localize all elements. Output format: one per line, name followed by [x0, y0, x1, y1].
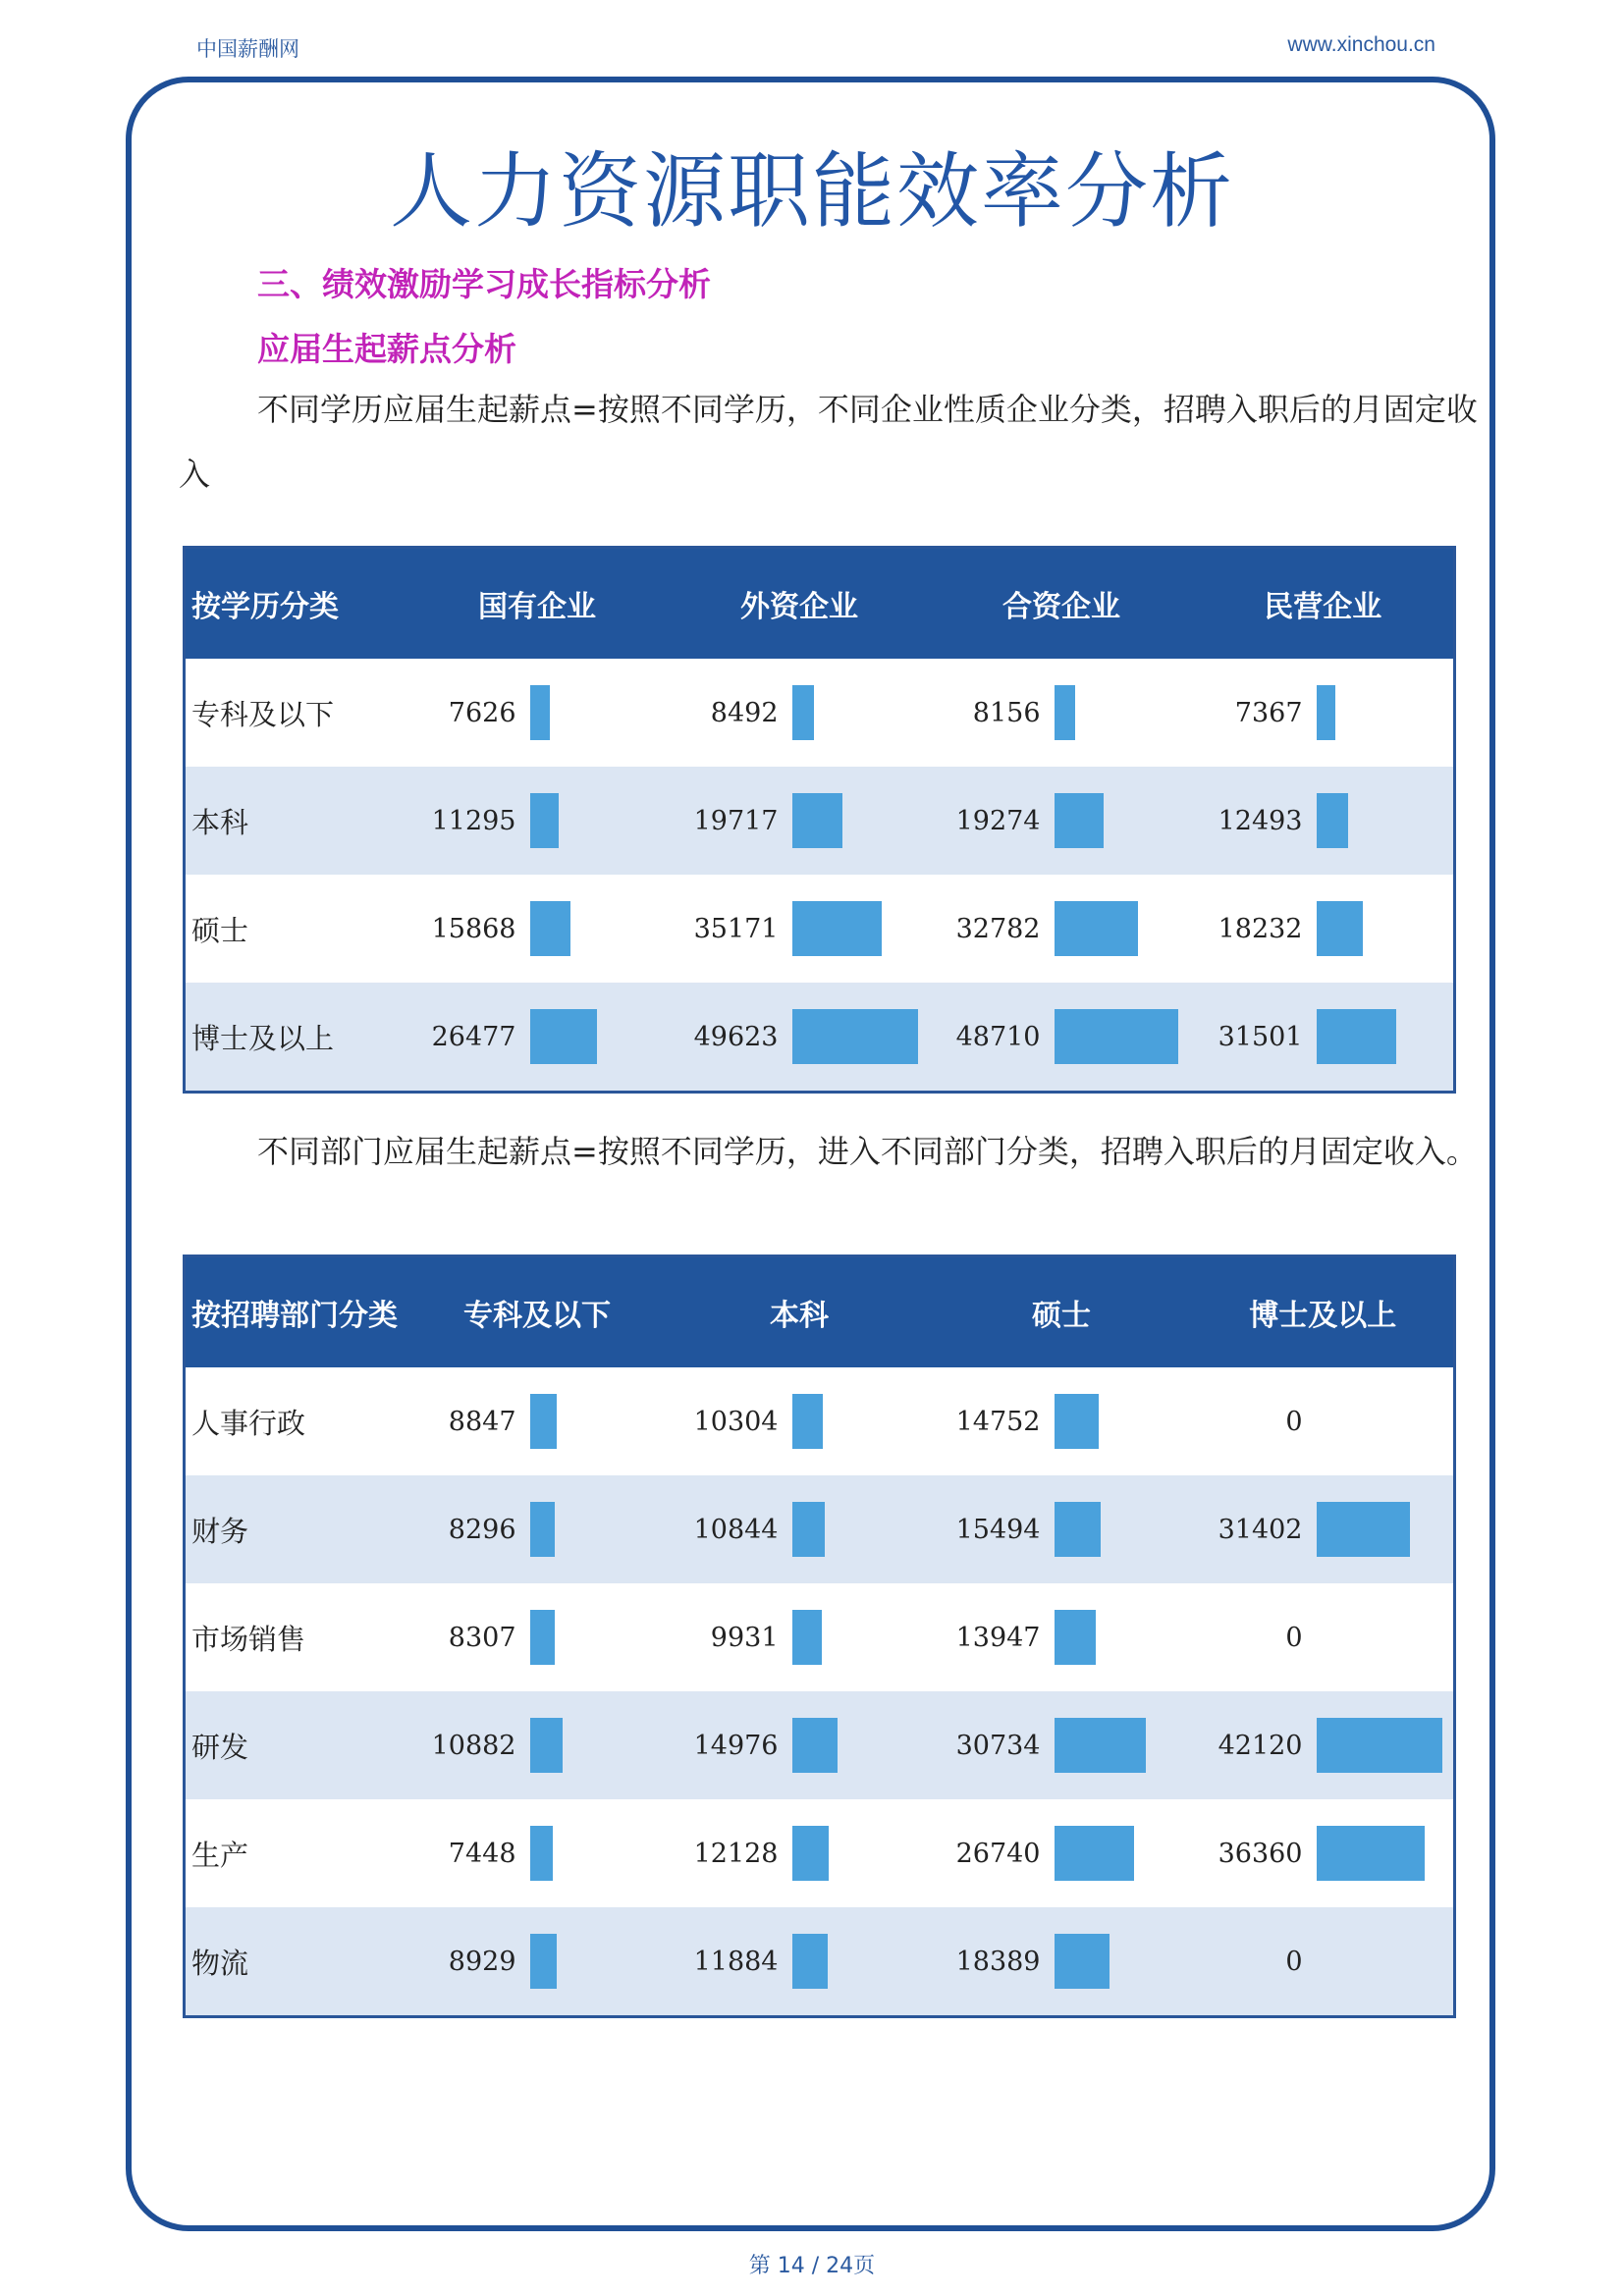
data-bar-track [530, 1718, 669, 1773]
value-cell [1193, 1907, 1455, 2017]
cell-value: 31501 [1218, 1021, 1303, 1052]
data-bar-track [792, 1826, 931, 1881]
value-cell [1193, 659, 1455, 767]
data-bar-track [530, 1502, 669, 1557]
data-bar-track [530, 901, 669, 956]
data-bar [792, 1934, 828, 1989]
data-bar [1317, 793, 1348, 848]
cell-value: 15868 [431, 913, 516, 944]
data-bar [530, 1009, 597, 1064]
column-header: 硕士 [931, 1256, 1193, 1368]
data-bar [792, 901, 882, 956]
cell-value: 0 [1285, 1622, 1303, 1653]
cell-value: 0 [1285, 1946, 1303, 1977]
page-number: 第 14 / 24页 [748, 2254, 876, 2278]
value-cell [406, 659, 669, 767]
value-cell [931, 659, 1193, 767]
data-bar-track [1055, 901, 1193, 956]
value-cell [931, 1367, 1193, 1475]
value-cell [1193, 767, 1455, 875]
table-row [185, 1367, 1455, 1475]
column-header: 按学历分类 [185, 548, 406, 660]
data-bar [792, 1394, 823, 1449]
value-cell [406, 1475, 669, 1583]
value-cell [1193, 875, 1455, 983]
column-header: 外资企业 [669, 548, 931, 660]
table-row [185, 1475, 1455, 1583]
data-bar-track [1055, 1934, 1193, 1989]
table-row [185, 1799, 1455, 1907]
value-cell [931, 875, 1193, 983]
data-bar-track [792, 1502, 931, 1557]
department-salary-table [183, 1255, 1456, 2018]
data-bar-track [792, 901, 931, 956]
page-title: 人力资源职能效率分析 [389, 143, 1234, 240]
data-bar-track [792, 1718, 931, 1773]
row-label: 人事行政 [191, 1406, 306, 1440]
value-cell [931, 1691, 1193, 1799]
row-label: 博士及以上 [185, 983, 406, 1093]
data-bar-track [792, 1610, 931, 1665]
data-bar-track [1055, 1718, 1193, 1773]
value-cell [406, 767, 669, 875]
data-bar-track [792, 1394, 931, 1449]
column-header: 专科及以下 [406, 1256, 669, 1368]
data-bar-track [792, 1934, 931, 1989]
cell-value: 8847 [448, 1406, 516, 1437]
data-bar-track [1055, 1826, 1193, 1881]
value-cell [931, 1907, 1193, 2017]
data-bar-track [1317, 1610, 1454, 1665]
data-bar-track [1317, 1826, 1454, 1881]
value-cell [669, 659, 931, 767]
cell-value: 35171 [693, 913, 779, 944]
cell-value: 19274 [955, 805, 1041, 836]
data-bar-track [1317, 901, 1454, 956]
data-bar [1317, 1502, 1410, 1557]
data-bar [792, 685, 814, 740]
data-bar-track [1317, 1718, 1454, 1773]
data-bar [1055, 901, 1138, 956]
data-bar-track [1317, 685, 1454, 740]
cell-value: 10882 [431, 1730, 516, 1761]
cell-value: 14752 [955, 1406, 1041, 1437]
value-cell [406, 1367, 669, 1475]
data-bar-track [792, 1009, 931, 1064]
data-bar [1055, 793, 1104, 848]
column-header: 民营企业 [1193, 548, 1455, 660]
cell-value: 30734 [955, 1730, 1041, 1761]
cell-value: 10304 [693, 1406, 779, 1437]
data-bar-track [1317, 1009, 1454, 1064]
value-cell [1193, 1799, 1455, 1907]
cell-value: 15494 [955, 1514, 1041, 1545]
data-bar [1055, 1934, 1110, 1989]
data-bar [1317, 1826, 1425, 1881]
data-bar [530, 685, 550, 740]
cell-value: 12128 [693, 1838, 779, 1869]
data-bar-track [1055, 793, 1193, 848]
data-bar [792, 1502, 825, 1557]
table-row [185, 1907, 1455, 2017]
table-row [185, 767, 1455, 875]
cell-value: 8492 [710, 697, 779, 728]
value-cell [406, 983, 669, 1093]
cell-value: 42120 [1218, 1730, 1303, 1761]
cell-value: 18232 [1218, 913, 1303, 944]
value-cell [406, 1799, 669, 1907]
data-bar [1055, 1394, 1099, 1449]
cell-value: 13947 [955, 1622, 1041, 1653]
value-cell [931, 1475, 1193, 1583]
value-cell [669, 1367, 931, 1475]
value-cell [669, 983, 931, 1093]
data-bar-track [530, 793, 669, 848]
data-bar-track [1055, 1610, 1193, 1665]
data-bar [530, 901, 570, 956]
data-bar-track [1055, 1009, 1193, 1064]
column-header: 博士及以上 [1193, 1256, 1455, 1368]
data-bar-track [1317, 1934, 1454, 1989]
value-cell [669, 767, 931, 875]
cell-value: 7367 [1234, 697, 1303, 728]
data-bar [530, 1610, 555, 1665]
education-salary-table [183, 546, 1456, 1094]
site-url[interactable]: www.xinchou.cn [1287, 33, 1435, 56]
site-name: 中国薪酬网 [196, 37, 299, 61]
data-bar-track [1055, 1394, 1193, 1449]
data-bar [530, 793, 559, 848]
row-label: 研发 [185, 1691, 406, 1799]
data-bar [530, 1826, 553, 1881]
table-row [185, 983, 1455, 1093]
cell-value: 10844 [693, 1514, 779, 1545]
data-bar-track [1055, 685, 1193, 740]
data-bar [792, 1718, 838, 1773]
value-cell [406, 1583, 669, 1691]
cell-value: 7448 [448, 1838, 516, 1869]
value-cell [931, 1583, 1193, 1691]
cell-value: 7626 [448, 697, 516, 728]
data-bar [792, 793, 842, 848]
data-bar [1317, 1718, 1442, 1773]
cell-value: 8296 [448, 1514, 516, 1545]
cell-value: 32782 [955, 913, 1041, 944]
value-cell [931, 983, 1193, 1093]
data-bar [530, 1934, 557, 1989]
table-header-row [185, 1256, 1455, 1368]
data-bar [1055, 1009, 1178, 1064]
cell-value: 12493 [1218, 805, 1303, 836]
data-bar-track [792, 685, 931, 740]
cell-value: 49623 [693, 1021, 779, 1052]
cell-value: 8156 [972, 697, 1041, 728]
data-bar [530, 1718, 563, 1773]
cell-value: 26477 [431, 1021, 516, 1052]
value-cell [1193, 1691, 1455, 1799]
value-cell [931, 767, 1193, 875]
cell-value: 8929 [448, 1946, 516, 1977]
cell-value: 11295 [431, 805, 516, 836]
data-bar-track [1055, 1502, 1193, 1557]
cell-value: 31402 [1218, 1514, 1303, 1545]
row-label: 生产 [191, 1838, 249, 1872]
value-cell [406, 1907, 669, 2017]
row-label: 硕士 [191, 913, 249, 947]
cell-value: 14976 [693, 1730, 779, 1761]
data-bar-track [1317, 793, 1454, 848]
column-header: 本科 [669, 1256, 931, 1368]
paragraph-education: 不同学历应届生起薪点=按照不同学历，不同企业性质企业分类，招聘入职后的月固定收入 [179, 391, 1478, 493]
cell-value: 48710 [955, 1021, 1041, 1052]
data-bar [1055, 1826, 1134, 1881]
data-bar-track [1317, 1502, 1454, 1557]
column-header: 国有企业 [406, 548, 669, 660]
value-cell [1193, 1367, 1455, 1475]
column-header: 按招聘部门分类 [185, 1256, 406, 1368]
row-label: 专科及以下 [191, 697, 335, 731]
table-row [185, 659, 1455, 767]
data-bar-track [530, 1934, 669, 1989]
data-bar [1317, 1009, 1396, 1064]
cell-value: 0 [1285, 1406, 1303, 1437]
cell-value: 9931 [710, 1622, 779, 1653]
data-bar-track [530, 1610, 669, 1665]
value-cell [1193, 1583, 1455, 1691]
data-bar [1317, 685, 1335, 740]
value-cell [1193, 983, 1455, 1093]
cell-value: 11884 [693, 1946, 779, 1977]
cell-value: 26740 [955, 1838, 1041, 1869]
value-cell [1193, 1475, 1455, 1583]
row-label: 财务 [185, 1475, 406, 1583]
row-label: 市场销售 [191, 1622, 306, 1656]
data-bar [1055, 1718, 1146, 1773]
data-bar-track [1317, 1394, 1454, 1449]
section-heading: 三、绩效激励学习成长指标分析 [257, 265, 711, 303]
table-row [185, 1691, 1455, 1799]
value-cell [669, 1907, 931, 2017]
cell-value: 19717 [693, 805, 779, 836]
cell-value: 18389 [955, 1946, 1041, 1977]
data-bar [1317, 901, 1363, 956]
data-bar-track [530, 1009, 669, 1064]
value-cell [406, 875, 669, 983]
data-bar-track [530, 1394, 669, 1449]
value-cell [931, 1799, 1193, 1907]
data-bar [530, 1502, 555, 1557]
data-bar [530, 1394, 557, 1449]
data-bar-track [530, 685, 669, 740]
cell-value: 8307 [448, 1622, 516, 1653]
paragraph-department: 不同部门应届生起薪点=按照不同学历，进入不同部门分类，招聘入职后的月固定收入。 [257, 1133, 1478, 1170]
data-bar-track [530, 1826, 669, 1881]
data-bar [792, 1610, 822, 1665]
data-bar [792, 1009, 918, 1064]
cell-value: 36360 [1218, 1838, 1303, 1869]
data-bar-track [792, 793, 931, 848]
value-cell [669, 1475, 931, 1583]
value-cell [406, 1691, 669, 1799]
row-label: 物流 [185, 1907, 406, 2017]
data-bar [1055, 1610, 1096, 1665]
row-label: 本科 [185, 767, 406, 875]
data-bar [1055, 1502, 1101, 1557]
data-bar [792, 1826, 829, 1881]
value-cell [669, 1799, 931, 1907]
value-cell [669, 1583, 931, 1691]
table-header-row [185, 548, 1455, 660]
data-bar [1055, 685, 1075, 740]
value-cell [669, 875, 931, 983]
table-row [185, 1583, 1455, 1691]
value-cell [669, 1691, 931, 1799]
sub-heading: 应届生起薪点分析 [257, 330, 516, 368]
table-row [185, 875, 1455, 983]
column-header: 合资企业 [931, 548, 1193, 660]
